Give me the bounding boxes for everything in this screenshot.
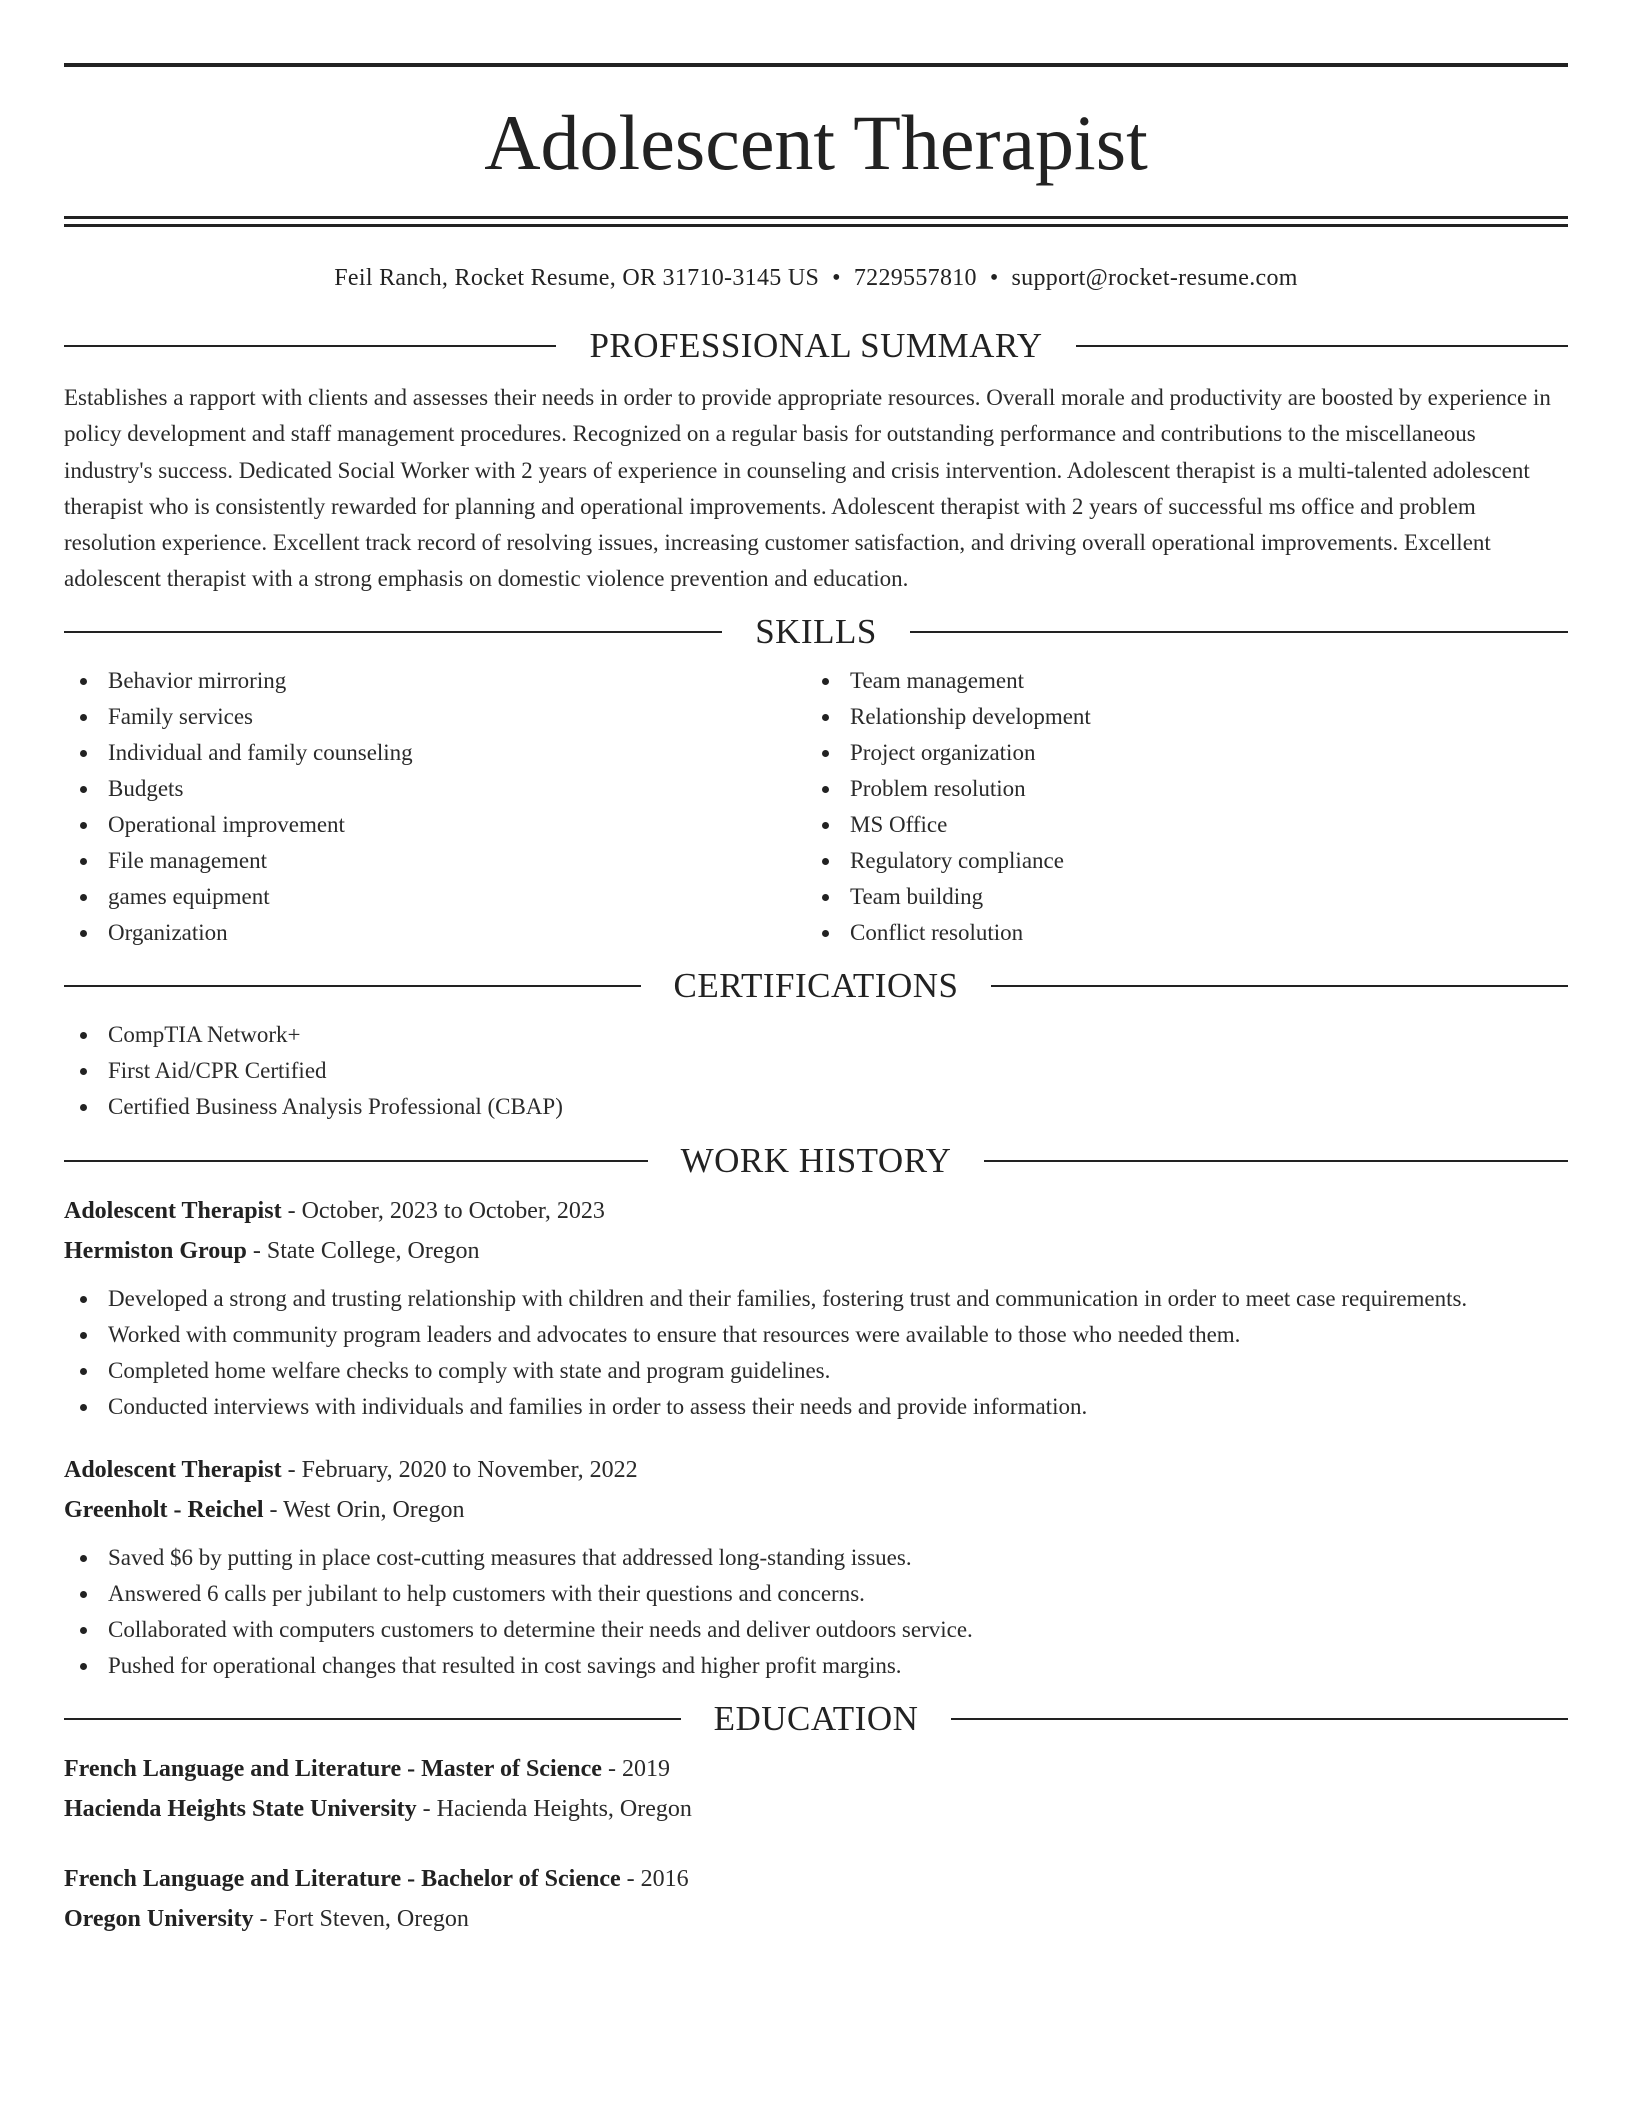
skills-column-right	[806, 663, 1548, 951]
skill-item: games equipment	[64, 879, 806, 915]
job-entry	[64, 1191, 1568, 1425]
work-history-list	[64, 1191, 1568, 1684]
job-dates: February, 2020 to November, 2022	[301, 1456, 638, 1483]
dash: -	[281, 1456, 302, 1483]
contact-address: Feil Ranch, Rocket Resume, OR 31710-3145 US	[334, 265, 820, 291]
skill-item: Family services	[64, 699, 806, 735]
heading-rule	[951, 1718, 1568, 1720]
certifications-list	[64, 1017, 1568, 1125]
heading-rule	[64, 1160, 648, 1162]
contact-phone[interactable]: 7229557810	[853, 265, 977, 291]
job-bullets	[64, 1281, 1568, 1425]
job-dates: October, 2023 to October, 2023	[301, 1197, 605, 1224]
job-location: State College, Oregon	[266, 1237, 480, 1264]
education-degree-line	[64, 1859, 1568, 1899]
heading-rule	[64, 985, 641, 987]
skill-item: Conflict resolution	[806, 915, 1548, 951]
certification-item: First Aid/CPR Certified	[64, 1053, 1568, 1089]
skill-item: Organization	[64, 915, 806, 951]
contact-separator: •	[989, 265, 999, 291]
job-bullet: Conducted interviews with individuals and families in order to assess their needs and provide information.	[64, 1389, 1568, 1425]
education-location: Hacienda Heights, Oregon	[436, 1795, 692, 1822]
job-location: West Orin, Oregon	[283, 1496, 465, 1523]
dash: -	[620, 1865, 641, 1892]
job-entry	[64, 1450, 1568, 1684]
education-entry	[64, 1859, 1568, 1939]
heading-rule	[64, 345, 556, 347]
dash: -	[246, 1237, 267, 1264]
skill-item: MS Office	[806, 807, 1548, 843]
skill-item: Operational improvement	[64, 807, 806, 843]
job-company-line	[64, 1490, 1568, 1530]
dash: -	[263, 1496, 284, 1523]
heading-rule	[1076, 345, 1568, 347]
skill-item: Problem resolution	[806, 771, 1548, 807]
education-degree-line	[64, 1749, 1568, 1789]
job-bullet: Worked with community program leaders and advocates to ensure that resources were available to those who needed them.	[64, 1317, 1568, 1353]
education-entry	[64, 1749, 1568, 1829]
job-bullet: Saved $6 by putting in place cost-cutting measures that addressed long-standing issues.	[64, 1540, 1568, 1576]
job-bullet: Pushed for operational changes that resulted in cost savings and higher profit margins.	[64, 1648, 1568, 1684]
dash: -	[601, 1755, 622, 1782]
contact-line	[64, 263, 1568, 293]
section-title-summary: PROFESSIONAL SUMMARY	[589, 326, 1043, 365]
skills-list-right	[806, 663, 1548, 951]
job-role: Adolescent Therapist	[64, 1197, 282, 1224]
job-bullet: Developed a strong and trusting relationship with children and their families, fostering trust and communication in order to meet case requirements.	[64, 1281, 1568, 1317]
dash: -	[281, 1197, 302, 1224]
skill-item: Project organization	[806, 735, 1548, 771]
section-heading-certifications	[64, 966, 1568, 1006]
skill-item: Team management	[806, 663, 1548, 699]
education-school-line	[64, 1899, 1568, 1939]
certification-item: Certified Business Analysis Professional (CBAP)	[64, 1089, 1568, 1125]
section-heading-work	[64, 1141, 1568, 1181]
top-rule	[64, 63, 1568, 67]
contact-email[interactable]: support@rocket-resume.com	[1011, 265, 1298, 291]
job-company: Hermiston Group	[64, 1237, 247, 1264]
summary-text: Establishes a rapport with clients and assesses their needs in order to provide appropriate resources. Overall morale and productivity are boosted by experience in policy development and staff management procedures. Recognized on a regular basis for outstanding performance and contributions to the miscellaneous industry's success. Dedicated Social Worker with 2 years of experience in counseling and crisis intervention. Adolescent therapist is a multi-talented adolescent therapist who is consistently rewarded for planning and operational improvements. Adolescent therapist with 2 years of successful ms office and problem resolution experience. Excellent track record of resolving issues, increasing customer satisfaction, and driving overall operational improvements. Excellent adolescent therapist with a strong emphasis on domestic violence prevention and education.	[64, 385, 1551, 592]
heading-rule	[984, 1160, 1568, 1162]
contact-separator: •	[832, 265, 841, 291]
heading-rule	[910, 631, 1568, 633]
candidate-name: Adolescent Therapist	[484, 99, 1148, 186]
certification-item: CompTIA Network+	[64, 1017, 1568, 1053]
skill-item: Budgets	[64, 771, 806, 807]
heading-rule	[64, 631, 722, 633]
section-title-skills: SKILLS	[755, 611, 877, 651]
education-school-line	[64, 1789, 1568, 1829]
job-role: Adolescent Therapist	[64, 1456, 282, 1483]
skill-item: Individual and family counseling	[64, 735, 806, 771]
education-location: Fort Steven, Oregon	[273, 1905, 469, 1932]
section-title-certifications: CERTIFICATIONS	[673, 965, 959, 1005]
job-bullet: Completed home welfare checks to comply with state and program guidelines.	[64, 1353, 1568, 1389]
heading-rule	[991, 985, 1568, 987]
education-degree: French Language and Literature - Master of Science	[64, 1755, 602, 1782]
section-title-education: EDUCATION	[713, 1698, 919, 1738]
education-degree: French Language and Literature - Bachelor of Science	[64, 1865, 621, 1892]
skill-item: Behavior mirroring	[64, 663, 806, 699]
skill-item: Regulatory compliance	[806, 843, 1548, 879]
skills-list-left	[64, 663, 806, 951]
section-heading-education	[64, 1699, 1568, 1739]
education-school: Oregon University	[64, 1905, 254, 1932]
skills-grid	[64, 663, 1568, 951]
skill-item: File management	[64, 843, 806, 879]
heading-rule	[64, 1718, 681, 1720]
double-rule	[64, 216, 1568, 227]
skills-column-left	[64, 663, 806, 951]
job-bullet: Answered 6 calls per jubilant to help customers with their questions and concerns.	[64, 1576, 1568, 1612]
section-title-work: WORK HISTORY	[680, 1140, 952, 1180]
section-heading-summary	[64, 326, 1568, 366]
job-company: Greenholt - Reichel	[64, 1496, 264, 1523]
job-title-line	[64, 1450, 1568, 1490]
education-school: Hacienda Heights State University	[64, 1795, 417, 1822]
section-heading-skills	[64, 612, 1568, 652]
education-year: 2016	[640, 1865, 689, 1892]
education-year: 2019	[621, 1755, 670, 1782]
resume-page	[64, 0, 1568, 1939]
skill-item: Team building	[806, 879, 1548, 915]
education-list	[64, 1749, 1568, 1939]
dash: -	[416, 1795, 437, 1822]
skill-item: Relationship development	[806, 699, 1548, 735]
job-bullet: Collaborated with computers customers to determine their needs and deliver outdoors service.	[64, 1612, 1568, 1648]
dash: -	[253, 1905, 274, 1932]
job-company-line	[64, 1231, 1568, 1271]
job-bullets	[64, 1540, 1568, 1684]
job-title-line	[64, 1191, 1568, 1231]
